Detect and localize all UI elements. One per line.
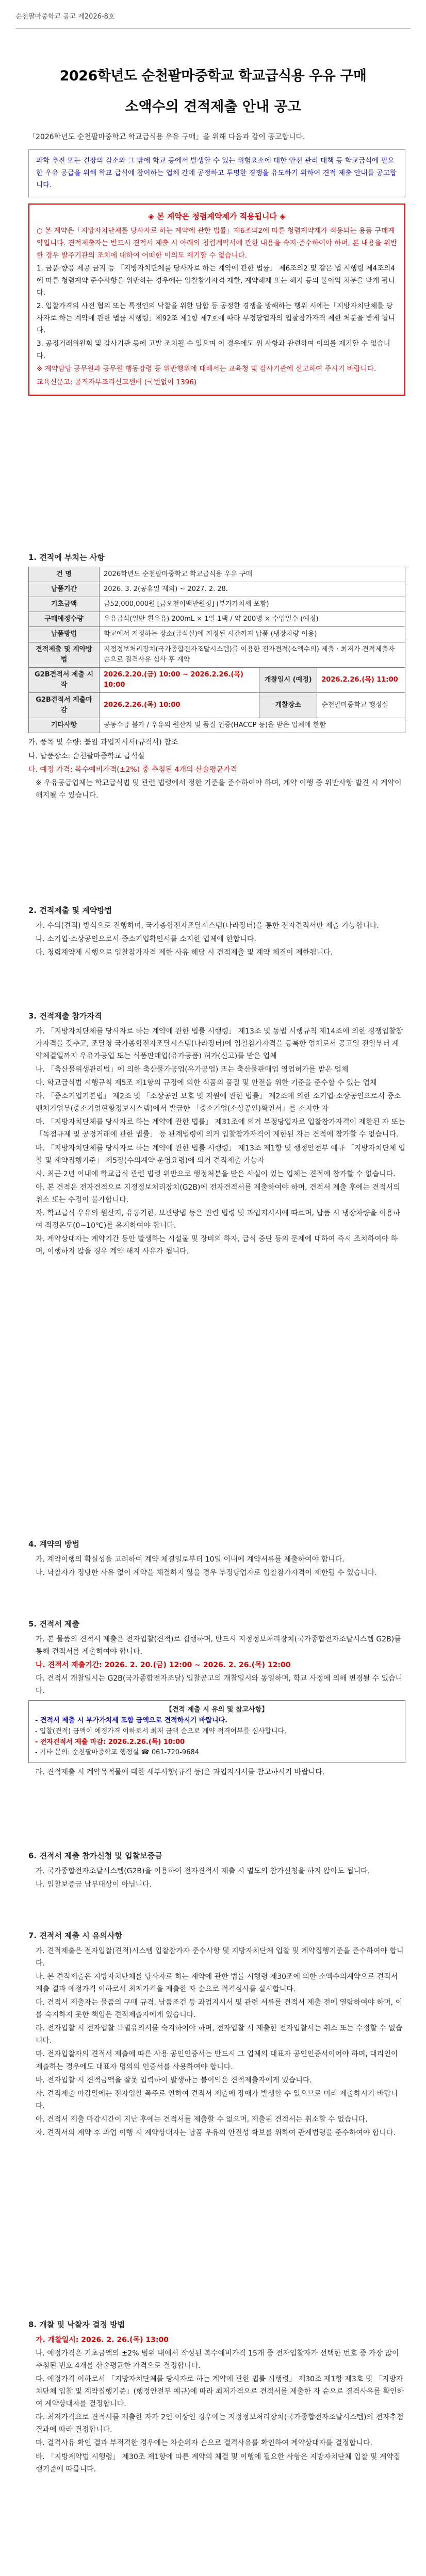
table-value: 우유급식(일반 흰우유) 200mL × 1일 1팩 / 약 200명 × 수업일수 (예정) — [100, 612, 405, 627]
section-line: 자. 학교급식 우유의 원산지, 유통기한, 보관방법 등은 관련 법령 및 과업지시서에 따르며, 납품 시 냉장차량을 이용하여 적정온도(0~10℃)를 유지하여야 합니다. — [36, 1209, 400, 1230]
table-row — [29, 597, 405, 612]
section-line: 나. 「축산물위생관리법」에 의한 축산물가공업(유가공업) 또는 축산물판매업 영업허가를 받은 업체 — [36, 1065, 349, 1074]
table-key: 기타사항 — [29, 718, 100, 733]
section-line: 가. 개찰일시: 2026. 2. 26.(목) 13:00 — [36, 2335, 169, 2344]
table-value: 지정정보처리장치(국가종합전자조달시스템)를 이용한 전자견적(소액수의) 제출 · 최저가 견적제출자 순으로 결격사유 심사 후 계약 — [100, 642, 405, 667]
section-heading: 1. 견적에 부치는 사항 — [28, 553, 105, 562]
notes-line: - 입찰(견적) 금액이 예정가격 이하로서 최저 금액 순으로 계약 적격여부를 심사합니다. — [35, 1727, 287, 1735]
page-title: 2026학년도 순천팔마중학교 학교급식용 우유 구매 — [59, 68, 367, 84]
table-key: G2B견적서 제출 시작 — [29, 667, 100, 692]
table-value: 2026. 3. 2(공휴일 제외) ~ 2027. 2. 28. — [100, 582, 405, 597]
section-line: ※ 우유공급업체는 학교급식법 및 관련 법령에서 정한 기준을 준수하여야 하며, 계약 이행 중 위반사항 발견 시 계약이 해지될 수 있습니다. — [36, 778, 402, 800]
section-heading: 6. 견적서 제출 참가신청 및 입찰보증금 — [28, 1851, 162, 1860]
section-line: 나. 본 견적제출은 지방자치단체를 당사자로 하는 계약에 관한 법률 시행령 제30조에 의한 소액수의계약으로 견적서 제출 결과 예정가격 이하로서 최저가격을 제출한 자 순으로 적격심사를 실시합니다. — [36, 1972, 398, 1994]
table-value: 학교에서 지정하는 장소(급식실)에 지정된 시간까지 납품 (냉장차량 이용) — [100, 627, 405, 642]
integrity-notice-line: 2. 입찰가격의 사전 협의 또는 특정인의 낙찰을 위한 담합 등 공정한 경쟁을 방해하는 행위 시에는「지방자치단체를 당사자로 하는 계약에 관한 법률 시행령」제92조 제1항 제7호에 따라 부정당업자의 입찰참가자격 제한 처분을 받게 됩니다. — [37, 302, 395, 335]
section-6 — [28, 1850, 405, 1892]
integrity-notice-line: 1. 금품·향응 제공 금지 등 「지방자치단체를 당사자로 하는 계약에 관한 법률」 제6조의2 및 같은 법 시행령 제4조의4에 따른 청렴계약 준수사항을 위반하는 경우에는 입찰참가자격 제한, 계약해제 또는 해지 등의 불이익 처분을 받게 됩니다. — [37, 264, 395, 297]
section-4 — [28, 1538, 405, 1580]
table-row — [29, 667, 405, 692]
section-line: 사. 견적제출 마감일에는 전자입찰 폭주로 인하여 견적서 제출에 장애가 발생할 수 있으므로 미리 제출하시기 바랍니다. — [36, 2089, 398, 2110]
table-key: 납품기간 — [29, 582, 100, 597]
table-value: 2026.2.26.(목) 10:00 — [100, 693, 259, 718]
section-heading: 5. 견적서 제출 — [28, 1619, 80, 1629]
section-line: 나. 입찰보증금 납부대상이 아닙니다. — [36, 1880, 152, 1889]
section-heading: 3. 견적제출 참가자격 — [28, 1011, 102, 1021]
section-line: 나. 예정가격은 기초금액의 ±2% 범위 내에서 작성된 복수예비가격 15개 중 전자입찰자가 선택한 번호 중 가장 많이 추첨된 번호 4개를 산술평균한 가격으로 결정합니다. — [36, 2349, 399, 2370]
section-line: 라. 전자입찰 시 전자입찰 특별유의서를 숙지하여야 하며, 전자입찰 시 제출한 전자입찰서는 취소 또는 수정할 수 없습니다. — [36, 2024, 403, 2045]
section-line: 바. 「지방계약법 시행령」 제30조 제1항에 따른 계약의 체결 및 이행에 필요한 사항은 지방자치단체 입찰 및 계약집행기준에 따릅니다. — [36, 2452, 401, 2473]
table-key: G2B견적서 제출마감 — [29, 693, 100, 718]
section-heading: 7. 견적서 제출 시 유의사항 — [28, 1931, 122, 1940]
lead-paragraph: 「2026학년도 순천팔마중학교 학교급식용 우유 구매」을 위해 다음과 같이 공고합니다. — [28, 133, 305, 141]
section-line: 다. 예정 가격: 복수예비가격(±2%) 중 추첨된 4개의 산술평균가격 — [28, 765, 238, 774]
table-key: 납품방법 — [29, 627, 100, 642]
section-line: 아. 본 견적은 전자견적으로 지정정보처리장치(G2B)에 전자견적서를 제출하여야 하며, 견적서 제출 후에는 견적서의 취소 또는 수정이 불가합니다. — [36, 1183, 400, 1204]
section-line: 가. 수의(견적) 방식으로 진행하며, 국가종합전자조달시스템(나라장터)을 통한 전자견적서만 제출 가능합니다. — [36, 921, 379, 930]
table-value: 공동수급 불가 / 우유의 원산지 및 품질 인증(HACCP 등)을 받은 업체에 한함 — [100, 718, 405, 733]
section-heading: 2. 견적제출 및 계약방법 — [28, 906, 112, 915]
section-8 — [28, 2318, 405, 2477]
section-line: 마. 「지방자치단체를 당사자로 하는 계약에 관한 법률」 제31조에 의거 부정당업자로 입찰참가자격이 제한된 자 또는 「독점규제 및 공정거래에 관한 법률」 등 관계법령에 의거 입찰참가자격이 제한된 자는 견적에 참가할 수 없습니다. — [36, 1118, 405, 1139]
section-line: 다. 견적서 개찰일시는 G2B(국가종합전자조달) 입찰공고의 개찰일시와 동일하며, 학교 사정에 의해 변경될 수 있습니다. — [36, 1674, 403, 1696]
bid-info-table — [28, 567, 405, 734]
intro-notice-box: 과학 추진 또는 긴장의 감소와 그 밖에 학교 등에서 발생할 수 있는 위험요소에 대한 안전 관리 대책 등 학교급식에 필요한 우유 공급을 위해 학교 급식에 참여하는 업체 간에 공정하고 투명한 경쟁을 유도하기 위하여 견적 제출 안내를 공고합니다. — [28, 149, 405, 197]
table-value: 금52,000,000원 [금오천이백만원정] (부가가치세 포함) — [100, 597, 405, 612]
section-heading: 4. 계약의 방법 — [28, 1539, 80, 1549]
section-line: 나. 소기업·소상공인으로서 중소기업확인서를 소지한 업체에 한합니다. — [36, 935, 256, 943]
section-1 — [28, 551, 405, 803]
section-line: 다. 견적서 제출자는 물품의 구매 규격, 납품조건 등 과업지시서 및 관련 서류를 견적서 제출 전에 열람하여야 하며, 이를 숙지하지 못한 책임은 견적제출자에게 있습니다. — [36, 1998, 403, 2020]
section-5 — [28, 1618, 405, 1780]
section-line: 가. 국가종합전자조달시스템(G2B)을 이용하여 전자견적서 제출 시 별도의 참가신청을 하지 않아도 됩니다. — [36, 1867, 370, 1875]
table-key: 건 명 — [29, 567, 100, 582]
notes-box-heading: 【견적 제출 시 유의 및 참고사항】 — [165, 1706, 269, 1714]
notes-box — [28, 1700, 405, 1763]
table-value: 2026.2.20.(금) 10:00 ~ 2026.2.26.(목) 10:00 — [100, 667, 259, 692]
section-line: 라. 최저가격으로 견적서를 제출한 자가 2인 이상인 경우에는 지정정보처리장치(국가종합전자조달시스템)의 전자추첨 결과에 따라 결정합니다. — [36, 2413, 404, 2434]
integrity-notice-heading: ◈ 본 계약은 청렴계약제가 적용됩니다 ◈ — [148, 212, 286, 221]
table-row — [29, 582, 405, 597]
section-line: 가. 계약이행의 확실성을 고려하여 계약 체결일로부터 10일 이내에 계약서류를 제출하여야 합니다. — [36, 1555, 345, 1564]
section-2 — [28, 904, 405, 960]
section-line: 나. 납품장소: 순천팔마중학교 급식실 — [28, 752, 145, 760]
notes-line: - 전자견적서 제출 마감: 2026.2.26.(목) 10:00 — [35, 1738, 185, 1746]
table-row — [29, 642, 405, 667]
notice-number: 순천팔마중학교 공고 제2026-8호 — [15, 13, 115, 21]
section-line: 가. 본 물품의 견적서 제출은 전자입찰(견적)로 집행하며, 반드시 지정정보처리장치(국가종합전자조달시스템 G2B)를 통해 견적서를 제출하여야 합니다. — [36, 1635, 401, 1656]
section-line: 아. 견적서 제출 마감시간이 지난 후에는 견적서를 제출할 수 없으며, 제출된 견적서는 취소할 수 없습니다. — [36, 2115, 368, 2124]
section-line: 자. 견적서의 계약 후 과업 이행 시 계약상대자는 납품 우유의 안전성 확보를 위하여 관계법령을 준수하여야 합니다. — [36, 2128, 396, 2137]
section-line: 다. 청렴계약제 시행으로 입찰참가자격 제한 사유 해당 시 견적제출 및 계약 체결이 제한됩니다. — [36, 948, 333, 957]
page-subtitle: 소액수의 견적제출 안내 공고 — [125, 99, 301, 115]
section-line: 차. 계약상대자는 계약기간 동안 발생하는 시설물 및 장비의 하자, 급식 중단 등의 문제에 대하여 즉시 조치하여야 하며, 이행하지 않을 경우 계약 해지 사유가 됩니다. — [36, 1235, 398, 1256]
section-line: 바. 「지방자치단체를 당사자로 하는 계약에 관한 법률 시행령」 제13조 제1항 및 행정안전부 예규 「지방자치단체 입찰 및 계약집행기준」 제5장(수의계약 운영요령)에 의거 견적제출 가능자 — [36, 1144, 406, 1165]
section-line: 라. 견적제출 시 계약목적물에 대한 세부사항(규격 등)은 과업지시서를 참고하시기 바랍니다. — [36, 1768, 325, 1777]
section-line: 가. 「지방자치단체를 당사자로 하는 계약에 관한 법률 시행령」 제13조 및 동법 시행규칙 제14조에 의한 경쟁입찰참가자격을 갖추고, 조달청 국가종합전자조달시스템(나라장터)에 입찰참가자격을 등록한 업체로서 공고일 전일부터 계약체결일까지 우유가공업 또는 식품판매업(유가공품) 허가(신고)를 받은 업체 — [36, 1027, 403, 1060]
notes-line: - 견적서 제출 시 부가가치세 포함 금액으로 견적하시기 바랍니다. — [35, 1716, 228, 1724]
table-key: 견적제출 및 계약방법 — [29, 642, 100, 667]
section-line: 가. 품목 및 수량: 붙임 과업지시서(규격서) 참조 — [28, 738, 178, 747]
section-7 — [28, 1929, 405, 2140]
section-line: 나. 견적서 제출기간: 2026. 2. 20.(금) 12:00 ~ 2026. 2. 26.(목) 12:00 — [36, 1660, 291, 1669]
table-row — [29, 693, 405, 718]
section-line: 사. 최근 2년 이내에 학교급식 관련 법령 위반으로 행정처분을 받은 사실이 있는 업체는 견적에 참가할 수 없습니다. — [36, 1170, 396, 1178]
integrity-notice-line: 3. 공정거래위원회 및 감사기관 등에 고발 조치될 수 있으며 이 경우에도 위 사항과 관련하여 이의를 제기할 수 없습니다. — [37, 339, 390, 360]
section-line: 다. 학교급식법 시행규칙 제5조 제1항의 규정에 의한 식품의 품질 및 안전을 위한 기준을 준수할 수 있는 업체 — [36, 1079, 377, 1088]
table-row — [29, 567, 405, 582]
integrity-notice-line: ○ 본 계약은「지방자치단체를 당사자로 하는 계약에 관한 법률」제6조의2에 따른 청렴계약제가 적용되는 용품 구매계약입니다. 견적제출자는 반드시 견적서 제출 시 아래의 청렴계약서에 관한 내용을 숙지·준수하여야 하며, 본 내용을 위반한 경우 발주기관의 조치에 대하여 어떠한 이의도 제기할 수 없습니다. — [37, 227, 397, 260]
table-row — [29, 612, 405, 627]
table-value: 순천팔마중학교 행정실 — [317, 693, 405, 718]
table-row — [29, 627, 405, 642]
header-divider — [15, 28, 411, 29]
notes-line: - 기타 문의: 순천팔마중학교 행정실 ☎ 061-720-9684 — [35, 1749, 199, 1757]
section-line: 바. 전자입찰 시 견적금액을 잘못 입력하여 발생하는 불이익은 견적제출자에게 있습니다. — [36, 2076, 312, 2084]
section-line: 라. 「중소기업기본법」 제2조 및 「소상공인 보호 및 지원에 관한 법률」 제2조에 의한 소기업·소상공인으로서 중소벤처기업부(중소기업현황정보시스템)에서 발급한 「중소기업(소상공인)확인서」를 소지한 자 — [36, 1092, 401, 1113]
integrity-notice-line: 교육신문고: 공직자부조리신고센터 (국번없이 1396) — [37, 378, 197, 386]
integrity-notice-box — [28, 204, 405, 396]
table-value: 2026.2.26.(목) 11:00 — [317, 667, 405, 692]
table-value: 2026학년도 순천팔마중학교 학교급식용 우유 구매 — [100, 567, 405, 582]
integrity-notice-line: ※ 계약담당 공무원과 공무원 행동강령 등 위반행위에 대해서는 교육청 및 감사기관에 신고하여 주시기 바랍니다. — [37, 365, 376, 374]
section-line: 마. 전자입찰자의 견적서 제출에 따른 사용 공인인증서는 반드시 그 업체의 대표자 공인인증서이어야 하며, 대리인이 제출하는 경우에도 대표자 명의의 인증서를 사용하여야 합니다. — [36, 2050, 398, 2071]
table-row — [29, 718, 405, 733]
table-key: 개찰장소 — [259, 693, 317, 718]
table-key: 구매예정수량 — [29, 612, 100, 627]
table-key: 개찰일시 (예정) — [259, 667, 317, 692]
section-line: 마. 결격사유 확인 결과 부적격한 경우에는 차순위자 순으로 결격사유를 확인하여 계약상대자를 결정합니다. — [36, 2439, 372, 2448]
section-line: 다. 예정가격 이하로서 「지방자치단체를 당사자로 하는 계약에 관한 법률 시행령」 제30조 제1항 제3호 및 「지방자치단체 입찰 및 계약집행기준」(행정안전부 예규)에 따라 최저가격으로 견적서를 제출한 자 순으로 결격사유를 확인하여 계약상대자를 결정합니다. — [36, 2375, 404, 2409]
section-heading: 8. 개찰 및 낙찰자 결정 방법 — [28, 2320, 125, 2329]
section-line: 나. 낙찰자가 정당한 사유 없이 계약을 체결하지 않을 경우 부정당업자로 입찰참가자격이 제한될 수 있습니다. — [36, 1568, 377, 1577]
table-key: 기초금액 — [29, 597, 100, 612]
section-3 — [28, 1010, 405, 1259]
section-line: 가. 견적제출은 전자입찰(견적)시스템 입찰참가자 준수사항 및 지방자치단체 입찰 및 계약집행기준을 준수하여야 합니다. — [36, 1946, 404, 1968]
